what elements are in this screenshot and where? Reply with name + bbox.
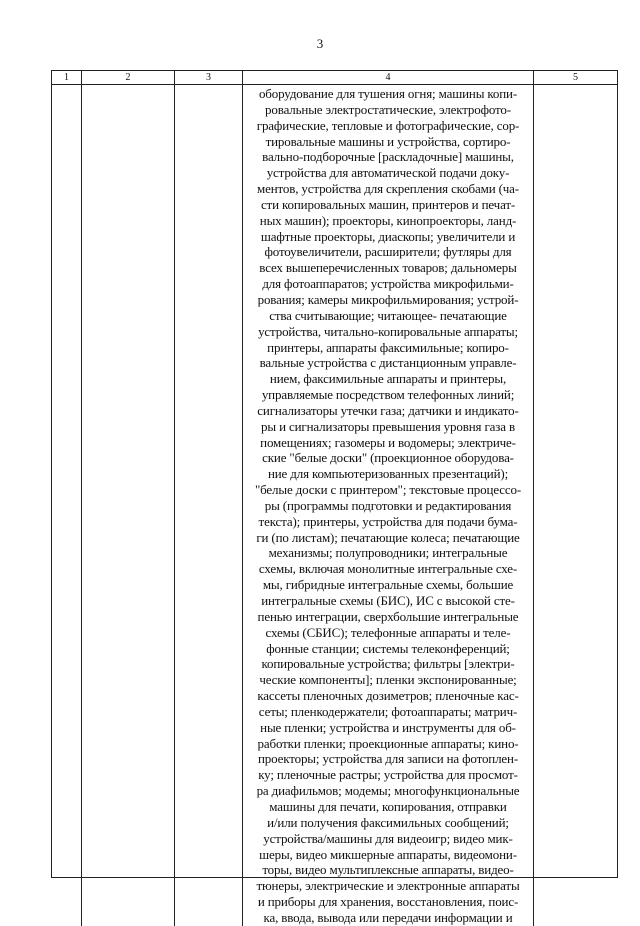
goods-list-line: для фотоаппаратов; устройства микрофильми- — [262, 276, 514, 292]
goods-list-line: ментов, устройства для скрепления скобами (ча- — [257, 181, 519, 197]
column-3-cell — [175, 85, 243, 926]
page-number: 3 — [316, 36, 324, 51]
column-header-4: 4 — [243, 71, 534, 85]
goods-list-line: торы, видео мультиплексные аппараты, видео- — [262, 862, 514, 878]
column-header-2: 2 — [82, 71, 175, 85]
goods-list-line: ги (по листам); печатающие колеса; печатающие — [256, 529, 520, 545]
goods-list-line: нием, факсимильные аппараты и принтеры, — [269, 371, 507, 387]
goods-list-line: ры и сигнализаторы превышения уровня газа в — [261, 418, 515, 434]
goods-list-line: фотоувеличители, расширители; футляры для — [264, 244, 512, 260]
goods-list-line: копировальные устройства; фильтры [электри- — [261, 656, 515, 672]
goods-list-text — [246, 86, 530, 926]
goods-list-line: шафтные проекторы, диаскопы; увеличители и — [260, 228, 516, 244]
goods-list-line: ческие компоненты]; пленки экспонированные; — [259, 672, 517, 688]
goods-list-line: пенью интеграции, сверхбольшие интегральные — [257, 608, 519, 624]
column-2-cell — [82, 85, 175, 926]
goods-list-line: сигнализаторы утечки газа; датчики и индикато- — [257, 402, 519, 418]
goods-list-line: вальные устройства с дистанционным управле- — [259, 355, 517, 371]
goods-list-line: сти копировальных машин, принтеров и печат- — [260, 196, 516, 212]
goods-table — [51, 70, 618, 925]
goods-list-line: машины для печати, копирования, отправки — [269, 798, 507, 814]
goods-list-line: схемы (СБИС); телефонные аппараты и теле- — [265, 624, 511, 640]
goods-list-line: тюнеры, электрические и электронные аппараты — [256, 878, 520, 894]
goods-list-line: управляемые посредством телефонных линий; — [261, 387, 515, 403]
goods-list-line: всех вышеперечисленных товаров; дальномеры — [259, 260, 517, 276]
goods-list-line: сеты; пленкодержатели; фотоаппараты; матрич- — [258, 703, 518, 719]
goods-list-line: помещениях; газомеры и водомеры; электриче- — [260, 434, 516, 450]
column-header-1: 1 — [52, 71, 82, 85]
goods-list-line: текста); принтеры, устройства для подачи бума- — [258, 513, 518, 529]
column-5-cell — [534, 85, 617, 926]
goods-list-line: оборудование для тушения огня; машины копи- — [258, 86, 518, 101]
goods-list-line: фонные станции; системы телеконференций; — [266, 640, 510, 656]
goods-list-line: устройства для автоматической подачи доку- — [266, 165, 510, 181]
goods-list-line: и/или получения факсимильных сообщений; — [267, 814, 509, 830]
goods-list-line: ка, ввода, вывода или передачи информации и — [263, 909, 513, 925]
goods-list-line: ра диафильмов; модемы; многофункциональные — [256, 783, 520, 799]
goods-list-line: и приборы для хранения, восстановления, поис- — [257, 894, 519, 910]
goods-list-line: тировальные машины и устройства, сортиро- — [265, 133, 511, 149]
goods-list-line: ры (программы подготовки и редактирования — [264, 497, 512, 513]
goods-list-line: интегральные схемы (БИС), ИС с высокой сте- — [261, 593, 515, 608]
goods-list-line: ства считывающие; читающее- печатающие — [269, 307, 507, 323]
goods-list-cell — [243, 85, 534, 926]
goods-list-line: мы, гибридные интегральные схемы, большие — [262, 577, 514, 593]
goods-list-line: устройства/машины для видеоигр; видео мик- — [263, 830, 513, 846]
column-header-5: 5 — [534, 71, 617, 85]
goods-list-line: вально-подборочные [раскладочные] машины, — [262, 149, 514, 165]
goods-list-line: работки пленки; проекционные аппараты; кино- — [257, 735, 519, 751]
goods-list-line: "белые доски с принтером"; текстовые процессо- — [254, 482, 522, 498]
goods-list-line: графические, тепловые и фотографические, сор- — [256, 117, 520, 133]
goods-list-line: ние для компьютеризованных презентаций); — [267, 466, 509, 482]
goods-list-line: проекторы; устройства для записи на фотоплен- — [257, 751, 519, 767]
goods-list-line: шеры, видео микшерные аппараты, видеомони- — [259, 846, 517, 862]
goods-list-line: ные пленки; устройства и инструменты для об- — [260, 719, 516, 735]
goods-list-line: схемы, включая монолитные интегральные схе- — [258, 561, 518, 577]
goods-list-line: ровальные электростатические, электрофото- — [265, 101, 511, 117]
column-1-cell — [52, 85, 82, 926]
goods-list-line: рования; камеры микрофильмирования; устрой- — [257, 291, 519, 307]
goods-list-line: кассеты пленочных дозиметров; пленочные кас- — [257, 688, 519, 704]
goods-list-line: ных машин); проекторы, кинопроекторы, ланд- — [259, 212, 517, 228]
goods-list-line: устройства, читально-копировальные аппараты; — [258, 323, 518, 339]
goods-list-line: ку; пленочные растры; устройства для просмот- — [258, 767, 518, 783]
goods-list-line: механизмы; полупроводники; интегральные — [268, 545, 508, 561]
goods-list-line: ские "белые доски" (проекционное оборудова- — [262, 450, 514, 466]
goods-list-line: принтеры, аппараты факсимильные; копиро- — [267, 339, 509, 355]
column-header-3: 3 — [175, 71, 243, 85]
